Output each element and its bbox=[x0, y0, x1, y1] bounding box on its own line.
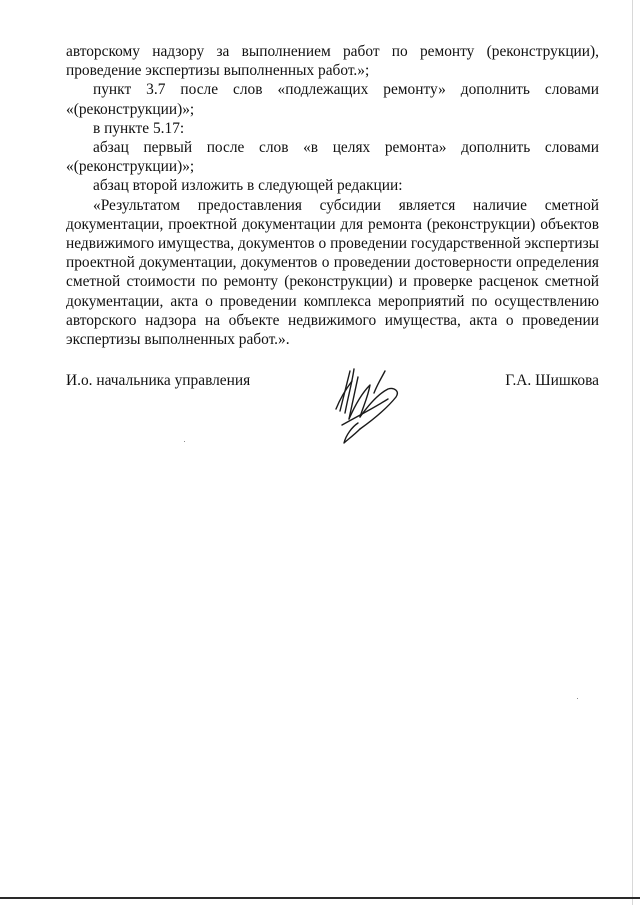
paragraph-item-3-7: пункт 3.7 после слов «подлежащих ремонту» дополнить словами «(реконструкции)»; bbox=[66, 81, 599, 118]
signature-stroke bbox=[360, 388, 397, 429]
paragraph-first-clause: абзац первый после слов «в целях ремонта» дополнить словами «(реконструкции)»; bbox=[66, 139, 599, 176]
paragraph-item-5-17: в пункте 5.17: bbox=[93, 119, 185, 137]
document-body bbox=[66, 42, 599, 349]
scan-artifact bbox=[577, 698, 578, 699]
scan-artifact bbox=[184, 441, 185, 442]
page-bottom-edge bbox=[0, 897, 640, 899]
paragraph-new-wording: «Результатом предоставления субсидии является наличие сметной документации, проектной документации для ремонта (реконструкции) объектов недвижимого имущества, документов о проведении государственной экспертизы проектной документации, документов о проведении достоверности определения сметной стоимости по ремонту (реконструкции) и проверке расценок сметной документации, акта о проведении комплекса мероприятий по осуществлению авторского надзора на объекте недвижимого имущества, акта о проведении экспертизы выполненных работ.». bbox=[66, 196, 599, 349]
paragraph-continuation: авторскому надзору за выполнением работ по ремонту (реконструкции), проведение экспертизы выполненных работ.»; bbox=[66, 43, 599, 80]
page-edge-shadow bbox=[632, 0, 633, 905]
signature-stroke bbox=[374, 371, 385, 393]
handwritten-signature bbox=[330, 363, 408, 447]
signer-position: И.о. начальника управления bbox=[66, 372, 251, 389]
paragraph-second-clause-intro: абзац второй изложить в следующей редакции: bbox=[93, 177, 403, 195]
signer-name: Г.А. Шишкова bbox=[505, 372, 599, 389]
signature-stroke bbox=[344, 423, 360, 443]
